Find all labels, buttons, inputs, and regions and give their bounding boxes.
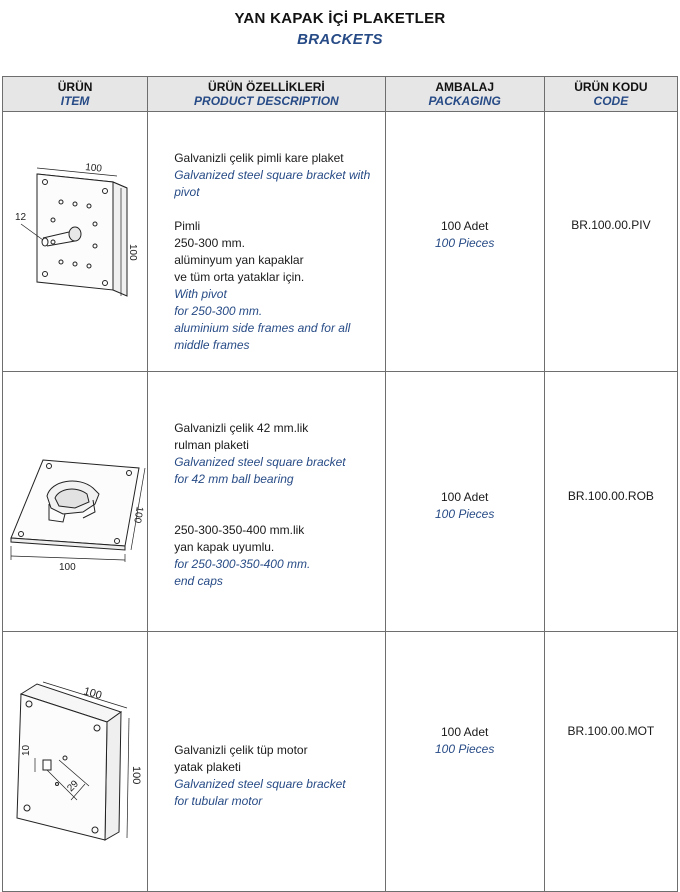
pack-tr: 100 Adet (440, 490, 489, 504)
packaging-cell (385, 632, 544, 892)
desc-line: for 42 mm ball bearing (174, 472, 294, 486)
code-cell (544, 372, 677, 632)
item-cell (3, 372, 148, 632)
desc-tr: Galvanizli çelik pimli kare plaket (174, 151, 344, 165)
table-header-row (3, 77, 678, 112)
pack-en: 100 Pieces (434, 236, 495, 250)
desc-line: for tubular motor (174, 794, 263, 808)
svg-text:29: 29 (65, 778, 81, 795)
item-cell (3, 112, 148, 372)
header-packaging: AMBALAJ PACKAGING (385, 77, 544, 112)
desc-line: Galvanized steel square bracket (174, 455, 346, 469)
desc-line: end caps (174, 574, 223, 588)
svg-text:100: 100 (82, 685, 104, 702)
desc-line: aluminium side frames and for all (174, 321, 351, 335)
packaging-cell (385, 112, 544, 372)
desc-line: Galvanized steel square bracket (174, 777, 346, 791)
desc-line: yan kapak uyumlu. (174, 540, 275, 554)
description-cell (148, 632, 385, 892)
desc-line: Pimli (174, 219, 201, 233)
product-code: BR.100.00.ROB (567, 489, 654, 503)
header-code: ÜRÜN KODU CODE (544, 77, 677, 112)
pack-tr: 100 Adet (440, 219, 489, 233)
desc-line: yatak plaketi (174, 760, 241, 774)
svg-text:10: 10 (21, 744, 32, 756)
code-cell (544, 632, 677, 892)
packaging-cell (385, 372, 544, 632)
desc-line: for 250-300-350-400 mm. (174, 557, 311, 571)
desc-line: alüminyum yan kapaklar (174, 253, 304, 267)
header-description: ÜRÜN ÖZELLİKLERİ PRODUCT DESCRIPTION (148, 77, 385, 112)
desc-line: Galvanizli çelik tüp motor (174, 743, 308, 757)
header-item: ÜRÜN ITEM (3, 77, 148, 112)
desc-line: With pivot (174, 287, 227, 301)
pack-en: 100 Pieces (434, 742, 495, 756)
svg-text:100: 100 (59, 562, 76, 573)
ball-bearing-bracket-drawing (3, 372, 147, 626)
desc-line: ve tüm orta yataklar için. (174, 270, 305, 284)
svg-text:100: 100 (131, 505, 145, 524)
square-bracket-with-pivot-drawing (3, 112, 147, 366)
desc-line: middle frames (174, 338, 250, 352)
desc-line: 250-300 mm. (174, 236, 245, 250)
desc-line: rulman plaketi (174, 438, 249, 452)
product-table (2, 76, 678, 892)
description-cell (148, 372, 385, 632)
page-title: YAN KAPAK İÇİ PLAKETLER (234, 10, 446, 27)
description-cell (148, 112, 385, 372)
desc-en-1: Galvanized steel square bracket with pivot (174, 168, 371, 199)
desc-line: Galvanizli çelik 42 mm.lik (174, 421, 309, 435)
page-subtitle: BRACKETS (297, 31, 383, 48)
item-cell (3, 632, 148, 892)
tubular-motor-bracket-drawing (3, 632, 147, 886)
code-cell (544, 112, 677, 372)
svg-text:100: 100 (130, 766, 142, 785)
table-row (3, 632, 678, 892)
table-row (3, 112, 678, 372)
pack-en: 100 Pieces (434, 507, 495, 521)
pack-tr: 100 Adet (440, 725, 489, 739)
svg-text:100: 100 (84, 162, 103, 175)
svg-text:100: 100 (127, 244, 138, 261)
desc-line: for 250-300 mm. (174, 304, 263, 318)
product-code: BR.100.00.PIV (571, 218, 651, 232)
product-code: BR.100.00.MOT (567, 724, 655, 738)
svg-text:12: 12 (15, 212, 27, 223)
desc-line: 250-300-350-400 mm.lik (174, 523, 305, 537)
table-row (3, 372, 678, 632)
